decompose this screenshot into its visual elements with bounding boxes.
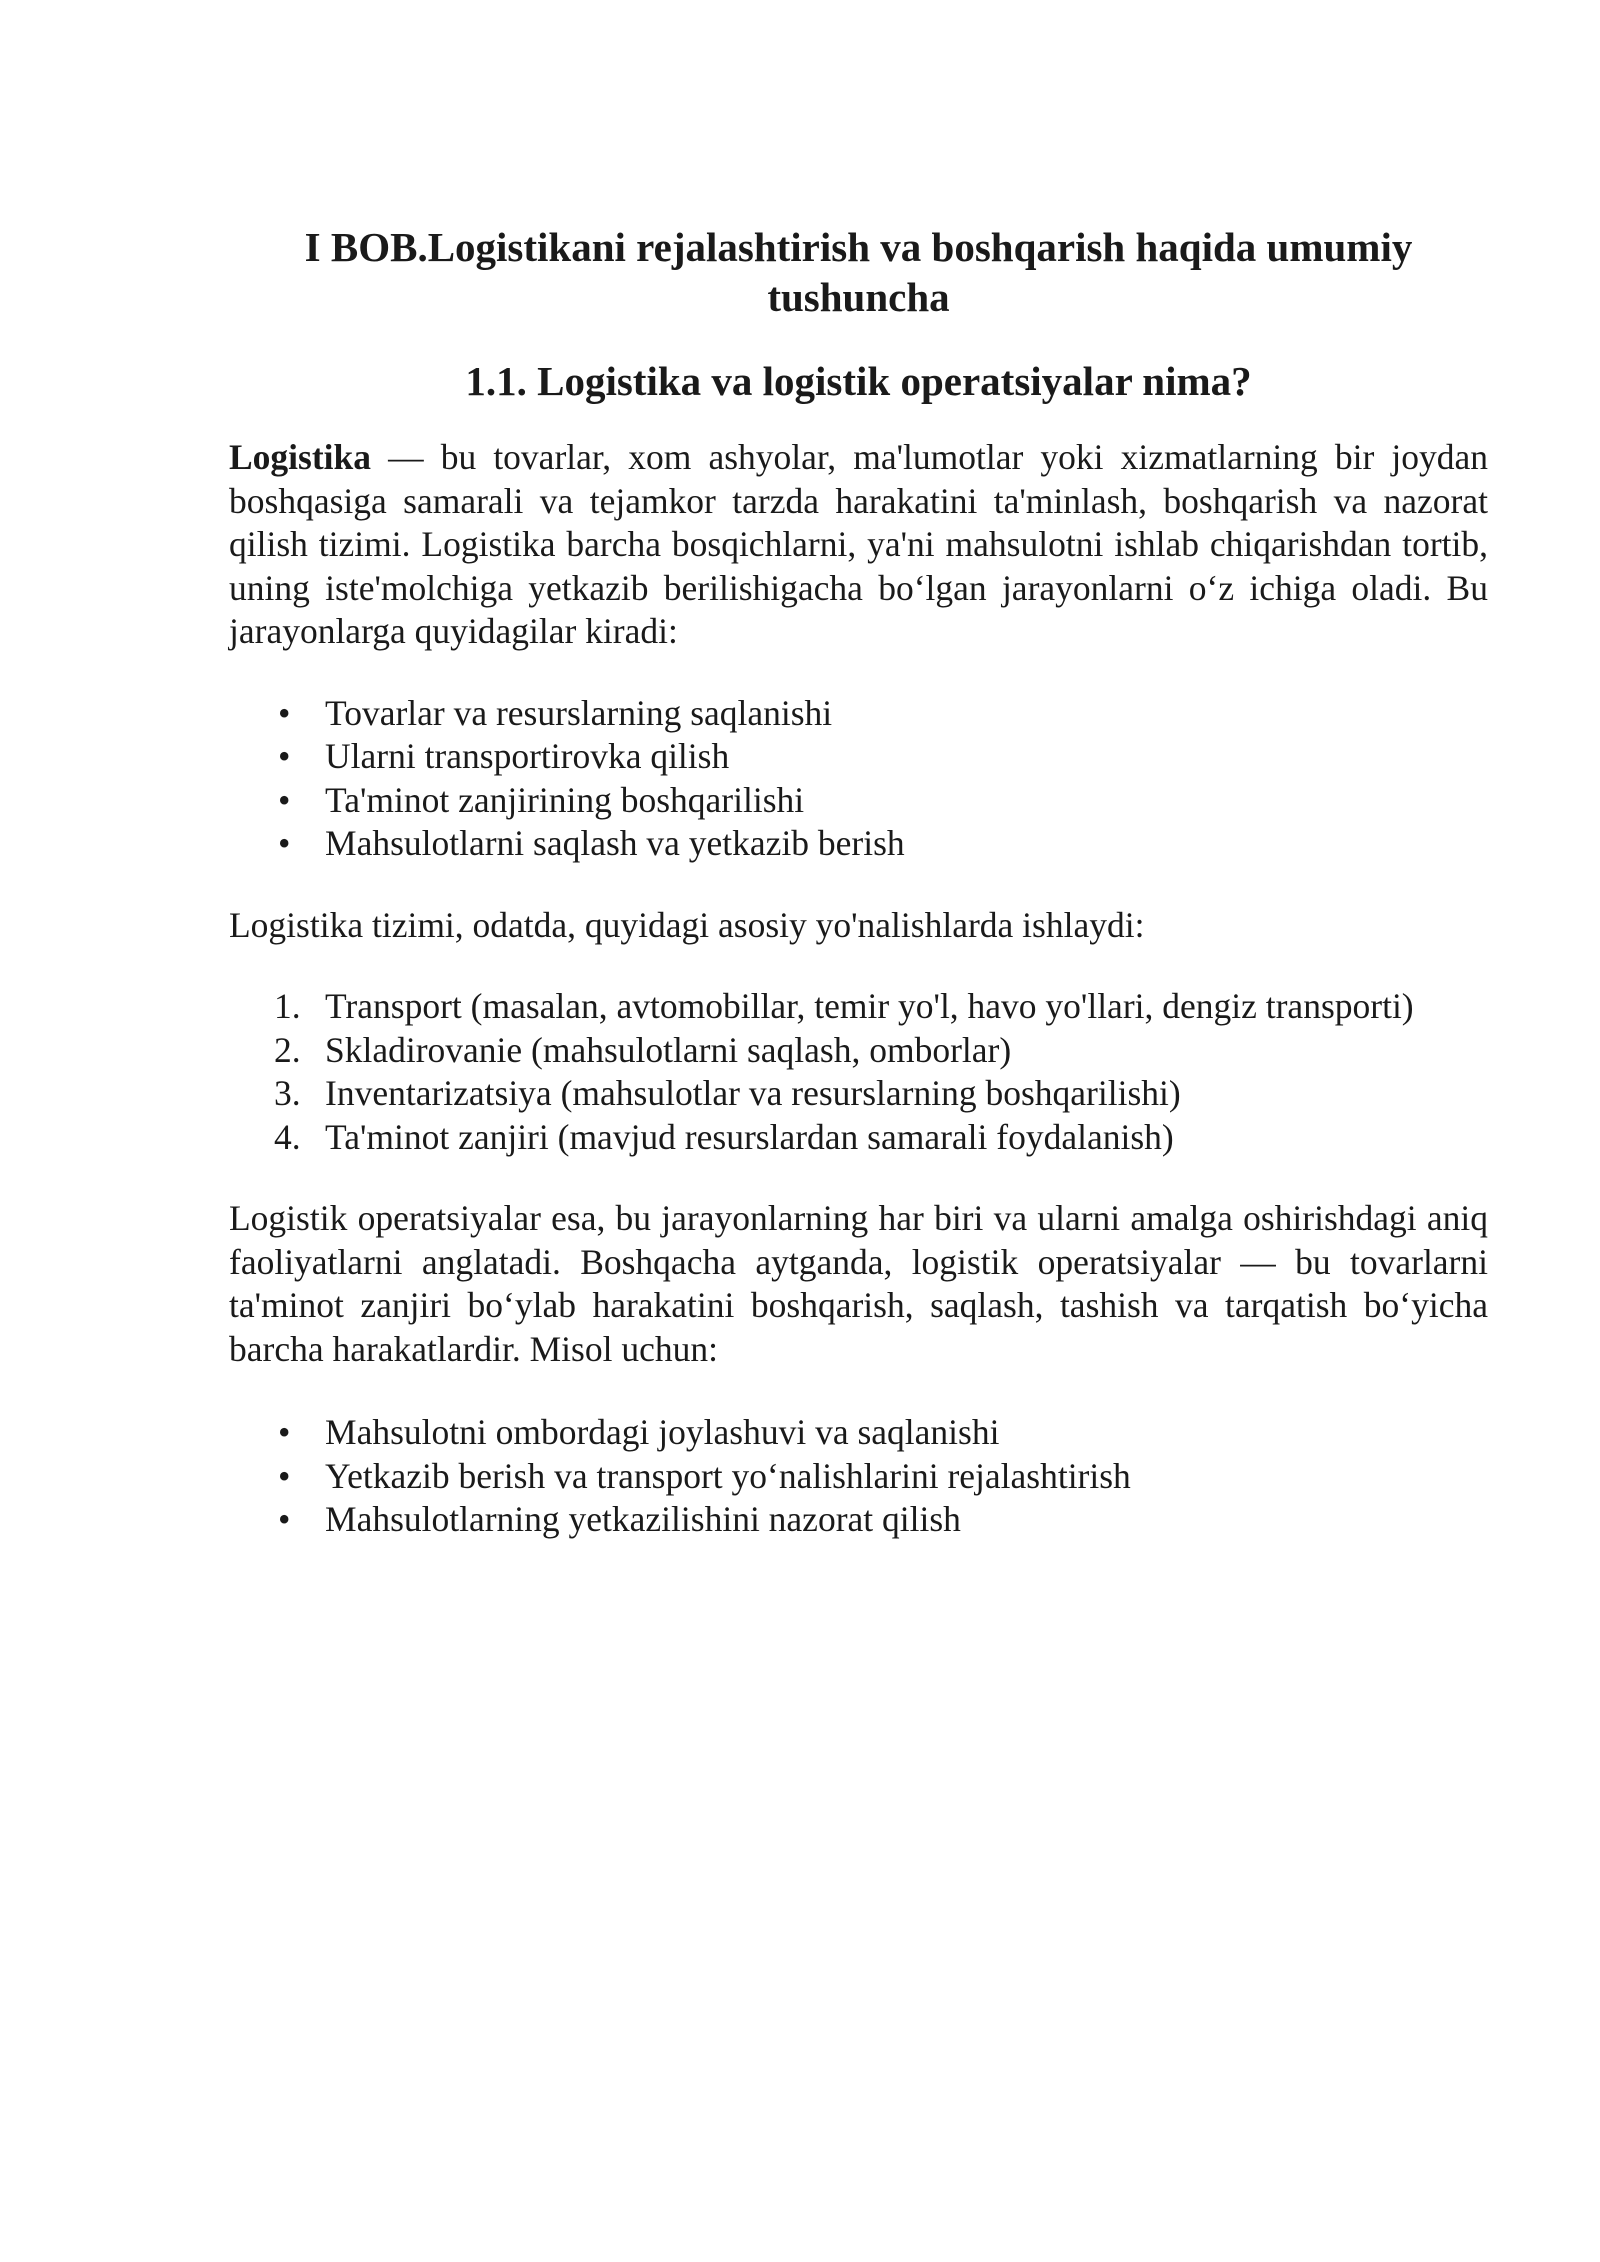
section-title: 1.1. Logistika va logistik operatsiyalar nima? — [465, 358, 1252, 404]
intro-text: — bu tovarlar, xom ashyolar, ma'lumotlar yoki xizmatlarning bir joydan boshqasiga samarali va tejamkor tarzda harakatini ta'minlash, boshqarish va nazorat qilish tizimi. Logistika barcha bosqichlarni, ya'ni mahsulotni ishlab chiqarishdan tortib, uning iste'molchiga yetkazib berilishigacha bo‘lgan jarayonlarni o‘z ichiga oladi. Bu jarayonlarga quyidagilar kiradi: — [229, 437, 1488, 651]
list-item — [229, 692, 1488, 736]
intro-paragraph — [229, 436, 1488, 654]
list-item-text: Transport (masalan, avtomobillar, temir yo'l, havo yo'llari, dengiz transporti) — [325, 986, 1414, 1026]
bullet-list-operations — [229, 1411, 1488, 1542]
list-item — [229, 735, 1488, 779]
bullet-marker: • — [278, 692, 291, 733]
list-item-text: Ta'minot zanjirining boshqarilishi — [325, 779, 805, 820]
number-marker: 3. — [274, 1073, 301, 1113]
bullet-marker: • — [278, 1412, 291, 1452]
list-item-text: Inventarizatsiya (mahsulotlar va resurslarning boshqarilishi) — [325, 1073, 1181, 1113]
list-item-text: Mahsulotni ombordagi joylashuvi va saqlanishi — [325, 1412, 1000, 1452]
operations-paragraph: Logistik operatsiyalar esa, bu jarayonlarning har biri va ularni amalga oshirishdagi aniq faoliyatlarni anglatadi. Boshqacha aytganda, logistik operatsiyalar — bu tovarlarni ta'minot zanjiri bo‘ylab harakatini boshqarish, saqlash, tashish va tarqatish bo‘yicha barcha harakatlardir. Misol uchun: — [229, 1198, 1488, 1369]
list-item — [229, 1072, 1488, 1116]
intro-term: Logistika — [229, 437, 372, 477]
list-item-text: Yetkazib berish va transport yo‘nalishlarini rejalashtirish — [325, 1455, 1131, 1496]
number-marker: 1. — [274, 986, 301, 1026]
list-item-text: Mahsulotlarni saqlash va yetkazib berish — [325, 823, 905, 863]
list-item — [229, 1029, 1488, 1073]
list-item — [229, 985, 1488, 1029]
chapter-title: I BOB.Logistikani rejalashtirish va boshqarish haqida umumiy tushuncha — [304, 224, 1413, 320]
list-item-text: Mahsulotlarning yetkazilishini nazorat qilish — [325, 1499, 961, 1539]
bullet-marker: • — [278, 779, 291, 820]
list-item — [229, 779, 1488, 823]
list-item — [229, 1116, 1488, 1160]
bullet-marker: • — [278, 736, 291, 776]
bullet-marker: • — [278, 823, 291, 863]
bullet-marker: • — [278, 1499, 291, 1539]
list-item-text: Skladirovanie (mahsulotlarni saqlash, omborlar) — [325, 1029, 1012, 1070]
list-item-text: Ularni transportirovka qilish — [325, 736, 730, 776]
numbered-list-directions — [229, 985, 1488, 1159]
list-item — [229, 1455, 1488, 1499]
number-marker: 4. — [274, 1116, 301, 1157]
directions-intro-paragraph: Logistika tizimi, odatda, quyidagi asosiy yo'nalishlarda ishlaydi: — [229, 904, 1145, 945]
list-item-text: Ta'minot zanjiri (mavjud resurslardan samarali foydalanish) — [325, 1116, 1174, 1157]
bullet-marker: • — [278, 1455, 291, 1496]
list-item — [229, 822, 1488, 866]
bullet-list-processes — [229, 692, 1488, 866]
number-marker: 2. — [274, 1029, 301, 1070]
list-item — [229, 1411, 1488, 1455]
document-page — [229, 222, 1488, 1542]
list-item — [229, 1498, 1488, 1542]
list-item-text: Tovarlar va resurslarning saqlanishi — [325, 692, 833, 733]
